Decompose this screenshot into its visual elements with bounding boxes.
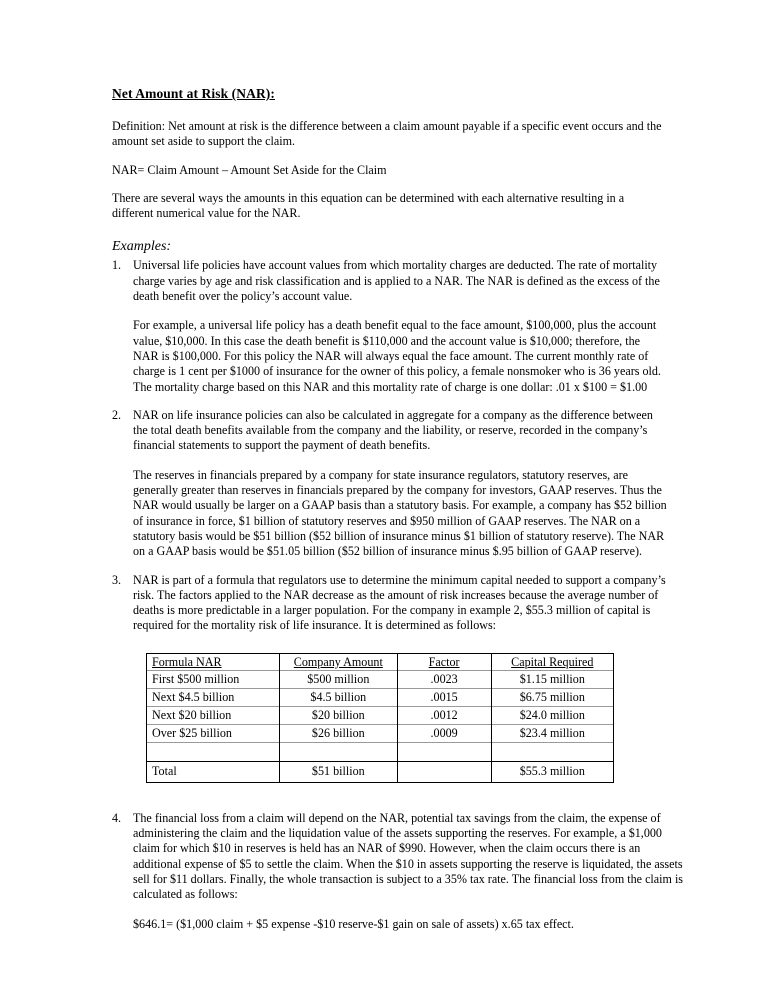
list-item-4-paragraph-1: The financial loss from a claim will depend on the NAR, potential tax savings from the claim, the expense of administering the claim and the liquidation value of the assets supporting the reserves. For example, a $1,000 claim for which $10 in reserves is held has an NAR of $990. However, when the claim occurs there is an additional expense of $5 to settle the claim. When the $10 in assets supporting the reserve is liquidated, the assets sell for $11 dollars. Finally, the whole transaction is subject to a 35% tax rate. The financial loss from the claim is calculated as follows:: [133, 810, 684, 902]
definition-paragraph: Definition: Net amount at risk is the difference between a claim amount payable if a specific event occurs and the amount set aside to support the claim.: [112, 119, 662, 149]
capital-requirement-table: [146, 653, 614, 783]
cell-capital-required: $1.15 million: [491, 670, 613, 688]
list-item-4-calculation: $646.1= ($1,000 claim + $5 expense -$10 reserve-$1 gain on sale of assets) x.65 tax effect.: [133, 916, 574, 931]
cell-spacer: [147, 742, 280, 761]
list-item-2: [112, 408, 668, 560]
list-item-3: [112, 573, 668, 634]
cell-total-label: Total: [147, 761, 280, 782]
examples-list: [112, 258, 684, 931]
document-body: [112, 86, 684, 932]
list-item-1-paragraph-1: Universal life policies have account values from which mortality charges are deducted. The rate of mortality charge varies by age and risk classification and is applied to a NAR. The NAR is defined as the excess of the death benefit over the policy’s account value.: [133, 258, 660, 304]
cell-factor: .0015: [397, 688, 491, 706]
cell-total-company-amount: $51 billion: [279, 761, 397, 782]
page-title: Net Amount at Risk (NAR):: [112, 86, 275, 101]
table-total-row: [147, 761, 614, 782]
list-item-4: [112, 810, 684, 932]
table-header-company-amount: Company Amount: [279, 653, 397, 670]
examples-heading: Examples:: [112, 239, 172, 255]
cell-factor: .0012: [397, 706, 491, 724]
list-item-1: [112, 258, 668, 394]
table-spacer-row: [147, 742, 614, 761]
cell-formula-nar: Next $4.5 billion: [147, 688, 280, 706]
table-header-factor: Factor: [397, 653, 491, 670]
cell-factor: .0009: [397, 724, 491, 742]
cell-capital-required: $24.0 million: [491, 706, 613, 724]
cell-company-amount: $26 billion: [279, 724, 397, 742]
table-row: [147, 688, 614, 706]
list-item-3-paragraph-1: NAR is part of a formula that regulators use to determine the minimum capital needed to support a company’s risk. The factors applied to the NAR decrease as the amount of risk increases because the average number of deaths is more predictable in a larger population. For the company in example 2, $55.3 million of capital is required for the mortality risk of life insurance. It is determined as follows:: [133, 572, 666, 633]
cell-total-factor: [397, 761, 491, 782]
cell-formula-nar: Over $25 billion: [147, 724, 280, 742]
cell-company-amount: $4.5 billion: [279, 688, 397, 706]
table-row: [147, 706, 614, 724]
list-item-2-paragraph-2: The reserves in financials prepared by a company for state insurance regulators, statutory reserves, are generally greater than reserves in financials prepared by the company for investors, GAAP reserves. Thus the NAR would usually be larger on a GAAP basis than a statutory basis. For example, a company has $52 billion of insurance in force, $1 billion of statutory reserves and $950 million of GAAP reserves. The NAR on a statutory basis would be $51 billion ($52 billion of insurance minus $1 billion of statutory reserve). The NAR on a GAAP basis would be $51.05 billion ($52 billion of insurance minus $.95 billion of GAAP reserve).: [133, 467, 667, 559]
list-item-4-number: 4.: [112, 810, 122, 825]
capital-requirement-table-wrapper: [146, 653, 668, 783]
cell-capital-required: $6.75 million: [491, 688, 613, 706]
table-header-capital-required: Capital Required: [491, 653, 613, 670]
cell-factor: .0023: [397, 670, 491, 688]
cell-spacer: [279, 742, 397, 761]
cell-capital-required: $23.4 million: [491, 724, 613, 742]
cell-total-capital-required: $55.3 million: [491, 761, 613, 782]
list-item-1-number: 1.: [112, 258, 122, 273]
list-item-3-number: 3.: [112, 572, 122, 587]
table-row: [147, 670, 614, 688]
table-header-row: [147, 653, 614, 670]
variation-paragraph: There are several ways the amounts in this equation can be determined with each alternative resulting in a different numerical value for the NAR.: [112, 190, 625, 221]
cell-company-amount: $500 million: [279, 670, 397, 688]
cell-company-amount: $20 billion: [279, 706, 397, 724]
list-item-2-paragraph-1: NAR on life insurance policies can also be calculated in aggregate for a company as the difference between the total death benefits available from the company and the liability, or reserve, recorded in the company’s financial statements to support the payment of death benefits.: [133, 407, 653, 453]
list-item-1-paragraph-2: For example, a universal life policy has a death benefit equal to the face amount, $100,000, plus the account value, $10,000. In this case the death benefit is $110,000 and the account value is $10,000; therefore, the NAR is $100,000. For this policy the NAR will always equal the face amount. The current monthly rate of charge is 1 cent per $1000 of insurance for the owner of this policy, a female nonsmoker who is 36 years old. The mortality charge based on this NAR and this mortality rate of charge is one dollar: .01 x $100 = $1.00: [133, 318, 661, 394]
cell-spacer: [397, 742, 491, 761]
list-item-2-number: 2.: [112, 407, 122, 422]
table-row: [147, 724, 614, 742]
formula-line: NAR= Claim Amount – Amount Set Aside for the Claim: [112, 162, 387, 177]
cell-formula-nar: First $500 million: [147, 670, 280, 688]
table-header-formula-nar: Formula NAR: [147, 653, 280, 670]
cell-formula-nar: Next $20 billion: [147, 706, 280, 724]
cell-spacer: [491, 742, 613, 761]
